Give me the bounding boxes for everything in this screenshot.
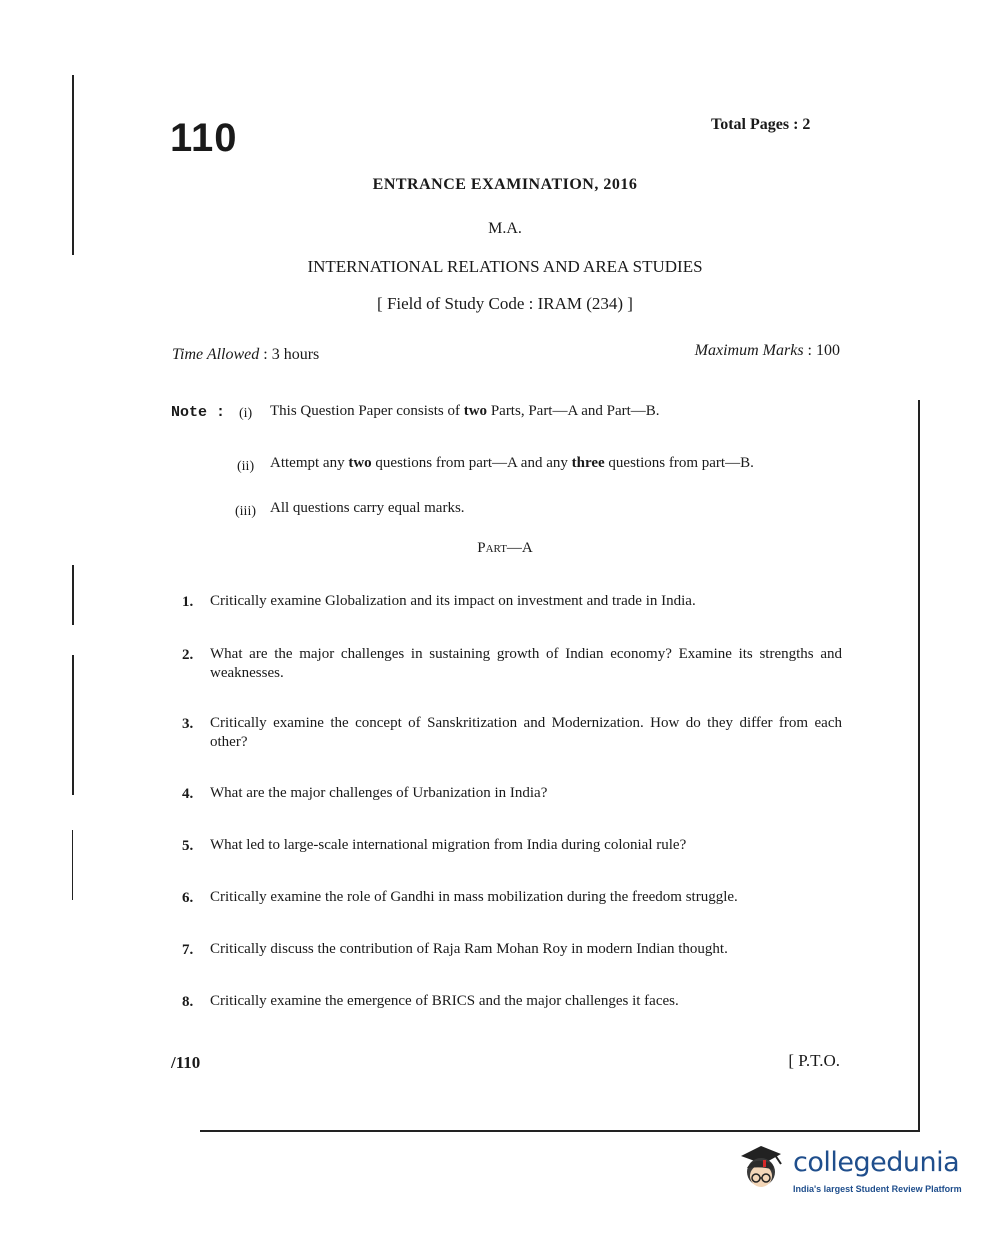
exam-title: ENTRANCE EXAMINATION, 2016 (372, 176, 638, 193)
question-number: 4. (182, 786, 194, 802)
scan-edge-left-bottom (72, 830, 73, 900)
paper-code: 110 (170, 116, 238, 160)
brand-watermark (735, 1138, 965, 1208)
scan-edge-right (918, 400, 920, 1132)
time-label: Time Allowed (172, 346, 260, 363)
note-item-text (270, 500, 465, 517)
field-code: [ Field of Study Code : IRAM (234) ] (377, 294, 633, 313)
note-emphasis: two (463, 403, 488, 419)
note-number: (ii) (237, 459, 255, 474)
maximum-marks (600, 342, 840, 360)
scan-edge-left-mid (72, 565, 74, 625)
scan-edge-left-lower (72, 655, 74, 795)
note-item (239, 404, 252, 422)
time-value: : 3 hours (263, 346, 320, 363)
student-mascot-icon (735, 1138, 791, 1200)
question-number: 7. (182, 942, 194, 958)
question-text: Critically examine the concept of Sanskritization and Modernization. How do they differ from each other? (210, 715, 842, 750)
note-text-part: Attempt any (270, 455, 349, 471)
note-emphasis: two (348, 455, 372, 471)
degree: M.A. (488, 220, 522, 237)
note-emphasis: three (571, 455, 605, 471)
question-text: What are the major challenges of Urbanization in India? (210, 785, 548, 801)
time-allowed (172, 346, 319, 364)
note-number: (i) (239, 406, 253, 421)
question-text: Critically examine the role of Gandhi in mass mobilization during the freedom struggle. (210, 889, 738, 905)
question-number: 8. (182, 994, 194, 1010)
note-text-part: All questions carry equal marks. (270, 500, 465, 516)
scan-edge-bottom (200, 1130, 920, 1132)
marks-label: Maximum Marks (694, 342, 804, 359)
question-text: Critically examine Globalization and its impact on investment and trade in India. (210, 593, 696, 609)
note-item (237, 457, 254, 475)
brand-name: collegedunia (793, 1147, 960, 1178)
total-pages: Total Pages : 2 (711, 116, 811, 133)
note-number: (iii) (235, 504, 256, 519)
question-text: Critically examine the emergence of BRICS and the major challenges it faces. (210, 993, 679, 1009)
note-item-text (270, 403, 660, 420)
subject-title: INTERNATIONAL RELATIONS AND AREA STUDIES (307, 257, 703, 276)
note-text-part: questions from part—B. (604, 455, 754, 471)
question-number: 5. (182, 838, 194, 854)
question-number: 1. (182, 594, 194, 610)
note-item-text (270, 455, 754, 472)
note-text-part: This Question Paper consists of (270, 403, 464, 419)
brand-tagline: India's largest Student Review Platform (793, 1184, 962, 1194)
note-text-part: questions from part—A and any (371, 455, 572, 471)
question-number: 2. (182, 647, 194, 663)
marks-value: : 100 (807, 342, 840, 359)
note-item (235, 502, 256, 520)
note-label: Note : (171, 404, 226, 421)
question-text: What led to large-scale international migration from India during colonial rule? (210, 837, 687, 853)
footer-paper-code: /110 (171, 1053, 201, 1072)
part-a-heading: Part—A (477, 540, 533, 556)
question-number: 6. (182, 890, 194, 906)
question-text: What are the major challenges in sustaining growth of Indian economy? Examine its strengths and weaknesses. (210, 646, 842, 681)
note-text-part: Parts, Part—A and Part—B. (487, 403, 660, 419)
question-text: Critically discuss the contribution of Raja Ram Mohan Roy in modern Indian thought. (210, 941, 728, 957)
pto-mark: [ P.T.O. (788, 1051, 840, 1070)
question-number: 3. (182, 716, 194, 732)
